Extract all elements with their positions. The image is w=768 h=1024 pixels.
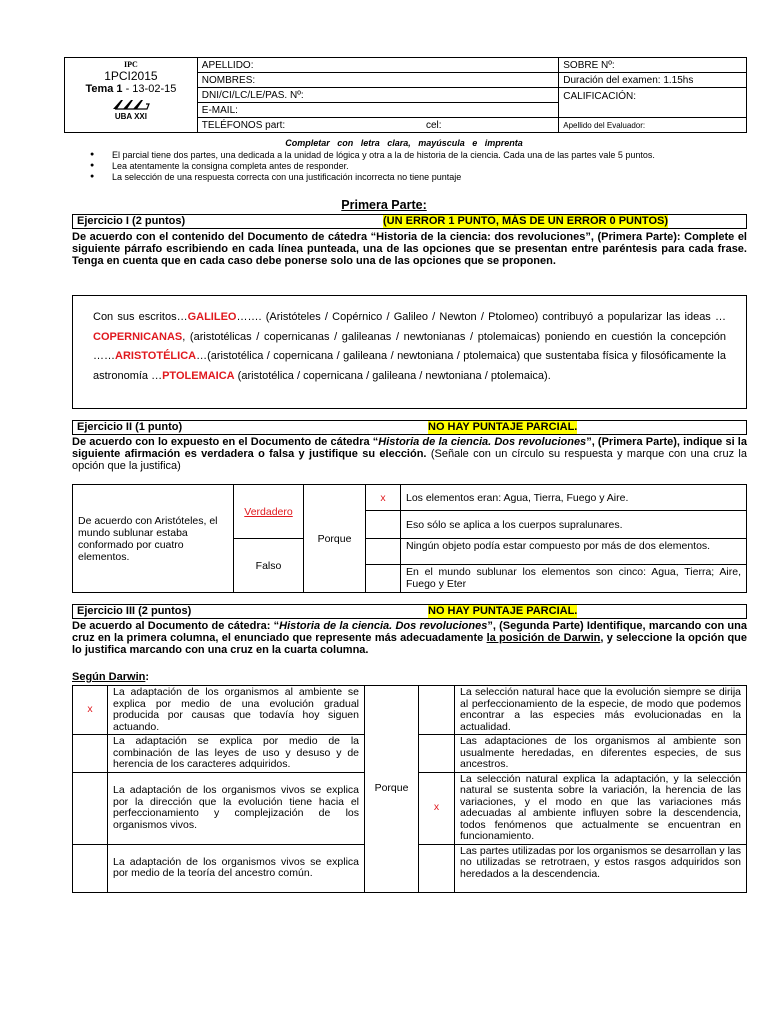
ex3-statement-check[interactable] (73, 772, 108, 844)
ex2-prompt-text: De acuerdo con lo expuesto en el Documento de cátedra “ (72, 436, 379, 448)
ex1-text: , (aristotélicas / copernicanas / galileanas / newtonianas / ptolemaicas) poniendo en cuestión la concepción …… (93, 330, 726, 362)
ex2-false-label: Falso (255, 559, 282, 572)
ex1-text: (aristotélica / copernicana / galileana / newtoniana / ptolemaica). (234, 369, 551, 382)
student-info-header (64, 57, 747, 133)
telefonos-label: TELÉFONOS part: (201, 119, 286, 131)
ex2-check-cell[interactable] (366, 539, 401, 565)
ex2-table (72, 484, 747, 593)
ex2-option: Eso sólo se aplica a los cuerpos supralunares. (401, 511, 747, 539)
ex3-statement-check[interactable] (73, 735, 108, 773)
ex3-statement-check[interactable]: x (73, 686, 108, 735)
ex3-prompt-emphasis: la posición de Darwin (486, 632, 601, 644)
ex2-true-option[interactable] (234, 485, 304, 539)
instructions-list (84, 150, 724, 182)
ex3-prompt-text: ”, (Segunda Parte) Identifique, marcando con una cruz en la primera columna, el enunciado que represente más adecuadamente (72, 620, 747, 644)
sobre-field[interactable]: SOBRE Nº: (559, 58, 747, 73)
ex2-check-cell[interactable] (366, 511, 401, 539)
ex3-reason: Las partes utilizadas por los organismos se desarrollan y las no utilizadas se retrotraen, y estos rasgos adquiridos son heredados a la descendencia. (455, 844, 747, 892)
ex3-statement: La adaptación de los organismos vivos se explica por medio de la teoría del ancestro común. (108, 844, 365, 892)
ex3-statement-check[interactable] (73, 844, 108, 892)
ex1-fill-paragraph (72, 295, 747, 409)
ex3-reason-check[interactable] (419, 686, 455, 735)
ex3-title: Ejercicio III (2 puntos) (77, 605, 192, 617)
instructions (84, 138, 724, 183)
ex2-prompt-doc: Historia de la ciencia. Dos revoluciones (378, 436, 587, 448)
ex3-statement: La adaptación de los organismos vivos se explica por la dirección que la evolución tiene hacia el perfeccionamiento y complejización de los organismos vivos. (108, 772, 365, 844)
ex1-title: Ejercicio I (2 puntos) (77, 215, 186, 227)
ex1-answer-4[interactable]: PTOLEMAICA (162, 369, 235, 382)
uba-label: UBA XXI (114, 112, 147, 121)
instruction-item: ● Lea atentamente la consigna completa antes de responder. (84, 161, 724, 171)
ex3-reason: La selección natural explica la adaptación, y la selección natural se sustenta sobre la variación, la herencia de las variaciones, y el modo en que las variaciones más adecuadas al ambiente influyen sobre la descendencia, todos fenómenos que actualmente se encuentran en funcionamiento. (455, 772, 747, 844)
email-field[interactable]: E-MAIL: (197, 103, 558, 118)
ex2-prompt-text: ”, (Primera Parte), indique si la siguiente afirmación es verdadera o falsa y justifique su elección. (72, 436, 747, 460)
ex3-title-bar (72, 604, 747, 619)
ex1-text: ……. (Aristóteles / Copérnico / Galileo / Newton / Ptolomeo) contribuyó a popularizar las ideas … (236, 311, 726, 323)
ex3-prompt-text: De acuerdo al Documento de cátedra: “ (72, 620, 280, 632)
cel-label: cel: (425, 119, 442, 131)
instructions-heading: Completar con letra clara, mayúscula e imprenta (285, 138, 523, 148)
ex3-reason: La selección natural hace que la evolución siempre se dirija al perfeccionamiento de la especie, de modo que podemos encontrar a las especies más evolucionadas en la actualidad. (455, 686, 747, 735)
ex3-reason: Las adaptaciones de los organismos al ambiente son usualmente heredadas, en diferentes especies, de sus ancestros. (455, 735, 747, 773)
ex2-statement: De acuerdo con Aristóteles, el mundo sublunar estaba conformado por cuatro elementos. (73, 485, 234, 593)
ex2-scoring-note: NO HAY PUNTAJE PARCIAL. (428, 421, 578, 433)
ex3-statement: La adaptación de los organismos al ambiente se explica por medio de una evolución gradual producida por causas que todavía hoy siguen actuando. (108, 686, 365, 735)
ex3-prompt (72, 620, 747, 656)
ex2-prompt-note: (Señale con un círculo su respuesta y marque con una cruz la opción que la justifica) (72, 448, 747, 472)
part-title: Primera Parte: (341, 198, 427, 212)
ex1-answer-1[interactable]: GALILEO (187, 311, 237, 323)
ex2-option: En el mundo sublunar los elementos son cinco: Agua, Tierra; Aire, Fuego y Eter (401, 565, 747, 593)
institution-logo-block (65, 58, 198, 133)
ex3-subtitle-text: Según Darwin (72, 671, 146, 683)
ex3-porque: Porque (365, 686, 419, 893)
evaluador-field[interactable]: Apellido del Evaluador: (559, 118, 747, 133)
nombres-field[interactable]: NOMBRES: (197, 73, 558, 88)
ex3-subtitle-colon: : (145, 671, 150, 683)
ex2-option: Los elementos eran: Agua, Tierra, Fuego y Aire. (401, 485, 747, 511)
ex3-scoring-note: NO HAY PUNTAJE PARCIAL. (428, 605, 578, 617)
ex2-check-cell[interactable]: x (366, 485, 401, 511)
ex3-table (72, 685, 747, 893)
ex2-true-label: Verdadero (244, 505, 293, 518)
ex2-title-bar (72, 420, 747, 435)
ex1-prompt: De acuerdo con el contenido del Documento de cátedra “Historia de la ciencia: dos revoluciones”, (Primera Parte): Complete el siguiente párrafo escribiendo en cada línea punteada, una de las opciones que se presentan entre paréntesis para cada frase. Tenga en cuenta que en cada caso debe ponerse solo una de las opciones que se proponen. (72, 231, 747, 267)
dni-field[interactable]: DNI/CI/LC/LE/PAS. Nº: (197, 88, 558, 103)
ex2-title: Ejercicio II (1 punto) (77, 421, 183, 433)
ex2-false-option[interactable] (234, 539, 304, 593)
ex2-option: Ningún objeto podía estar compuesto por más de dos elementos. (401, 539, 747, 565)
ex3-reason-check[interactable] (419, 735, 455, 773)
ex3-reason-check[interactable] (419, 844, 455, 892)
ex1-answer-2[interactable]: COPERNICANAS (93, 330, 183, 343)
ex3-prompt-doc: Historia de la ciencia. Dos revoluciones (279, 620, 488, 632)
duracion-label: Duración del examen: 1.15hs (559, 73, 747, 88)
apellido-field[interactable]: APELLIDO: (197, 58, 558, 73)
course-code: 1PCI2015 (104, 69, 158, 83)
ex1-answer-3[interactable]: ARISTOTÉLICA (115, 350, 197, 362)
ex3-reason-check[interactable]: x (419, 772, 455, 844)
instruction-item: ● El parcial tiene dos partes, una dedicada a la unidad de lógica y otra a la de historia de la ciencia. Cada una de las partes vale 5 puntos. (84, 150, 724, 160)
ex2-porque: Porque (304, 485, 366, 593)
instruction-item: ● La selección de una respuesta correcta con una justificación incorrecta no tiene puntaje (84, 172, 724, 182)
ex2-check-cell[interactable] (366, 565, 401, 593)
ipc-label: IPC (124, 60, 138, 69)
telefonos-field[interactable] (197, 118, 558, 133)
ex1-title-bar (72, 214, 747, 229)
tema-label: Tema 1 (85, 83, 123, 95)
calificacion-field[interactable]: CALIFICACIÓN: (559, 88, 747, 118)
ex1-scoring-note: (UN ERROR 1 PUNTO, MÁS DE UN ERROR 0 PUNTOS) (383, 215, 669, 227)
uba-logo-icon (69, 98, 193, 110)
ex3-prompt-text: , y seleccione la opción que lo justifica marcando con una cruz en la cuarta columna. (72, 632, 748, 656)
ex3-subtitle (72, 671, 149, 683)
ex1-text: …(aristotélica / copernicana / galileana / newtoniana / ptolemaica) que sustentaba física y filosóficamente la astronomía … (93, 350, 726, 382)
ex2-prompt (72, 436, 747, 472)
ex3-statement: La adaptación se explica por medio de la combinación de las leyes de uso y desuso y de herencia de los caracteres adquiridos. (108, 735, 365, 773)
tema-date: - 13-02-15 (122, 83, 177, 95)
ex1-text: Con sus escritos… (93, 311, 188, 323)
